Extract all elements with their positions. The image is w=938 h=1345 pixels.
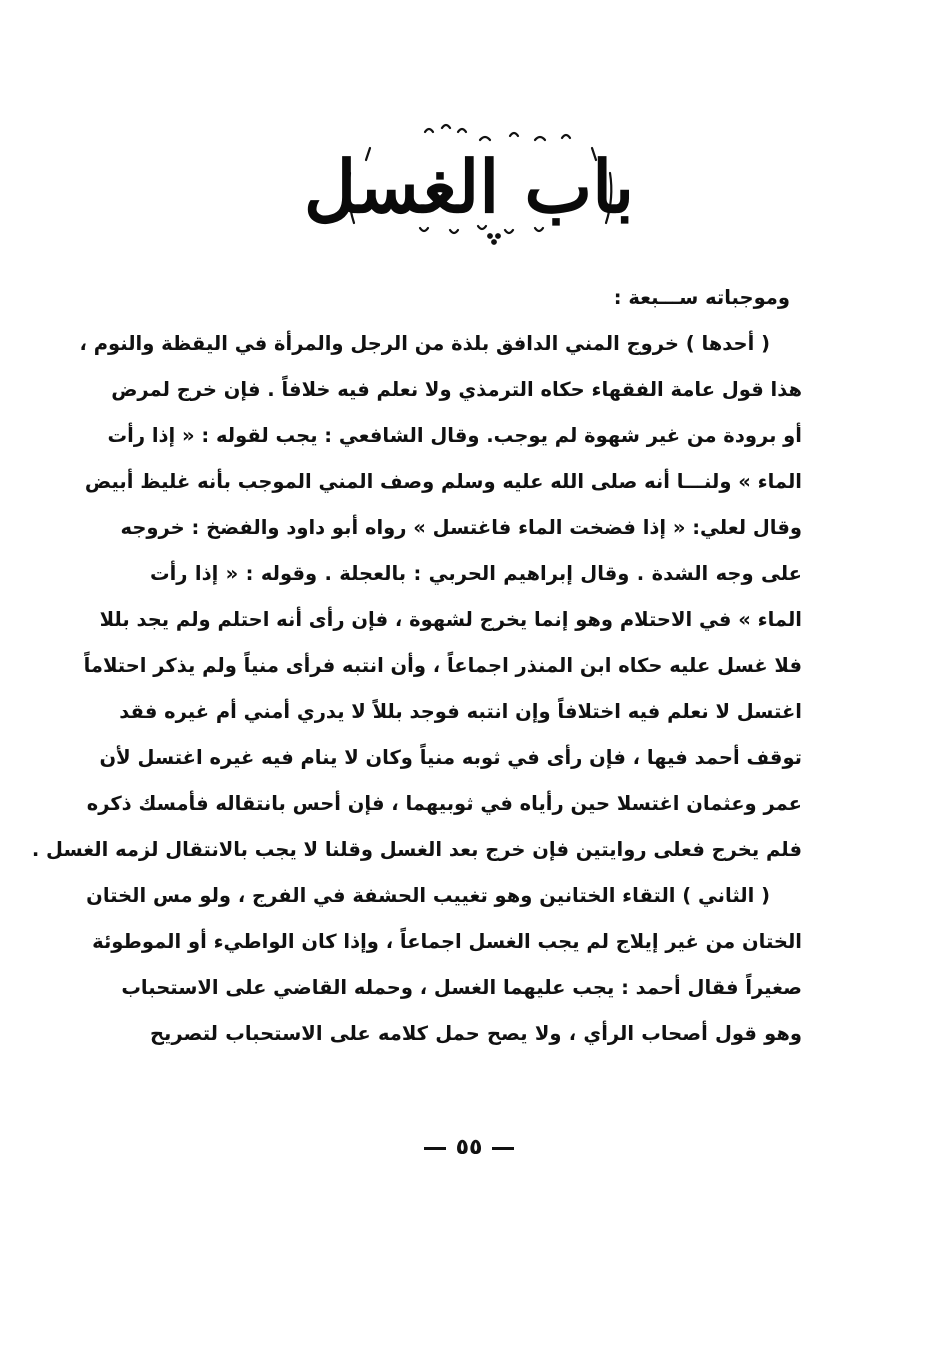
paragraph2-line: الختان من غير إيلاج لم يجب الغسل اجماعاً ، وإذا كان الواطيء أو الموطوئة: [92, 930, 802, 953]
page-number-area: [0, 1135, 938, 1160]
paragraph1-line: ( أحدها ) خروج المني الدافق بلذة من الرجل والمرأة في اليقظة والنوم ،: [79, 332, 770, 355]
dash-left-icon: [492, 1147, 514, 1150]
paragraph1-line: اغتسل لا نعلم فيه اختلافاً وإن انتبه فوجد بللاً لا يدري أمني أم غيره فقد: [119, 700, 802, 723]
page-number: ٥٥: [455, 1135, 483, 1160]
paragraph1-line: وقال لعلي: « إذا فضخت الماء فاغتسل » رواه أبو داود والفضخ : خروجه: [120, 516, 802, 539]
paragraph1-line: الماء » في الاحتلام وهو إنما يخرج لشهوة ، فإن رأى أنه احتلم ولم يجد بللا: [99, 608, 802, 631]
paragraph1-line: فلا غسل عليه حكاه ابن المنذر اجماعاً ، وأن انتبه فرأى منياً ولم يذكر احتلاماً: [83, 654, 802, 677]
dash-right-icon: [424, 1147, 446, 1150]
paragraph1-line: هذا قول عامة الفقهاء حكاه الترمذي ولا نعلم فيه خلافاً . فإن خرج لمرض: [111, 378, 802, 401]
body-text: [31, 275, 802, 1057]
chapter-title: باب الغسل: [303, 144, 635, 229]
paragraph1-line: الماء » ولنـــا أنه صلى الله عليه وسلم وصف المني الموجب بأنه غليظ أبيض: [84, 470, 802, 493]
paragraph2-line: وهو قول أصحاب الرأي ، ولا يصح حمل كلامه على الاستحباب لتصريح: [150, 1022, 802, 1045]
paragraph1-line: على وجه الشدة . وقال إبراهيم الحربي : بالعجلة . وقوله : « إذا رأت: [150, 562, 802, 585]
paragraph1-line: فلم يخرج فعلى روايتين فإن خرج بعد الغسل وقلنا لا يجب بالانتقال لزمه الغسل .: [31, 838, 802, 861]
paragraph2-line: صغيراً فقال أحمد : يجب عليهما الغسل ، وحمله القاضي على الاستحباب: [121, 976, 802, 999]
paragraph1-line: عمر وعثمان اغتسلا حين رأياه في ثوبيهما ، فإن أحس بانتقاله فأمسك ذكره: [86, 792, 802, 815]
paragraph1-line: أو برودة من غير شهوة لم يوجب. وقال الشافعي : يجب لقوله : « إذا رأت: [107, 424, 802, 447]
intro-line: وموجباته ســـبعة :: [613, 286, 790, 309]
paragraph2-line: ( الثاني ) التقاء الختانين وهو تغييب الحشفة في الفرج ، ولو مس الختان: [86, 884, 770, 907]
title-area: [0, 112, 938, 262]
paragraph1-line: توقف أحمد فيها ، فإن رأى في ثوبه منياً وكان لا ينام فيه غيره اغتسل لأن: [99, 746, 802, 769]
